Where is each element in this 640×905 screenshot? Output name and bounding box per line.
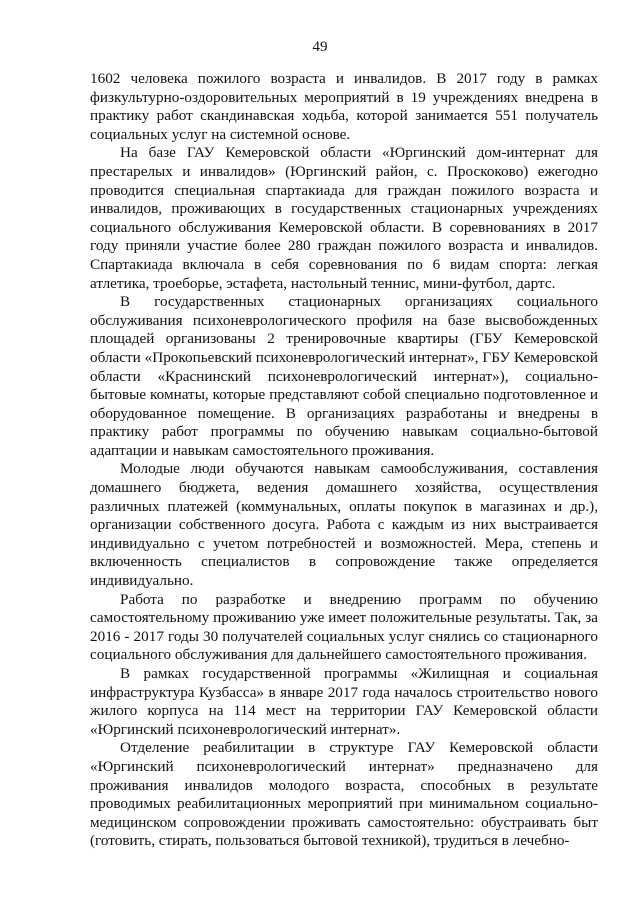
paragraph-training-apartments: В государственных стационарных организациях социального обслуживания психоневрологического профиля на базе высвобожденных площадей организованы 2 тренировочные квартиры (ГБУ Кемеровской области «Прокопьевский психоневрологический интернат», ГБУ Кемеровской области «Краснинский психоневрологический интернат»), социально-бытовые комнаты, которые представляют собой специально подготовленное и оборудованное помещение. В организациях разработаны и внедрены в практику работ программы по обучению навыкам социально-бытовой адаптации и навыкам самостоятельного проживания. xyxy=(90,293,598,459)
body-text xyxy=(90,70,598,851)
paragraph-continuation: 1602 человека пожилого возраста и инвалидов. В 2017 году в рамках физкультурно-оздоровительных мероприятий в 19 учреждениях внедрена в практику работ скандинавская ходьба, которой занимается 551 получатель социальных услуг на системной основе. xyxy=(90,70,598,143)
page-number: 49 xyxy=(312,39,328,55)
paragraph-spartakiada: На базе ГАУ Кемеровской области «Юргинский дом-интернат для престарелых и инвалидов» (Юргинский район, с. Проскоково) ежегодно проводится специальная спартакиада для граждан пожилого возраста и инвалидов, проживающих в государственных стационарных учреждениях социального обслуживания Кемеровской области. В соревнованиях в 2017 году приняли участие более 280 граждан пожилого возраста и инвалидов. Спартакиада включала в себя соревнования по 6 видам спорта: легкая атлетика, троеборье, эстафета, настольный теннис, мини-футбол, дартс. xyxy=(90,144,598,292)
paragraph-housing-construction: В рамках государственной программы «Жилищная и социальная инфраструктура Кузбасса» в январе 2017 года началось строительство нового жилого корпуса на 114 мест на территории ГАУ Кемеровской области «Юргинский психоневрологический интернат». xyxy=(90,665,598,738)
paragraph-young-people-skills: Молодые люди обучаются навыкам самообслуживания, составления домашнего бюджета, ведения домашнего хозяйства, осуществления различных платежей (коммунальных, оплаты покупок в магазинах и др.), организации собственного досуга. Работа с каждым из них выстраивается индивидуально с учетом потребностей и возможностей. Мера, степень и включенность специалистов в сопровождение также определяется индивидуально. xyxy=(90,460,598,590)
paragraph-rehabilitation-department: Отделение реабилитации в структуре ГАУ Кемеровской области «Юргинский психоневрологический интернат» предназначено для проживания инвалидов молодого возраста, способных в результате проводимых реабилитационных мероприятий при минимальном социально-медицинском сопровождении проживать самостоятельно: обустраивать быт (готовить, стирать, пользоваться бытовой техникой), трудиться в лечебно- xyxy=(90,739,598,850)
paragraph-program-results: Работа по разработке и внедрению программ по обучению самостоятельному проживанию уже имеет положительные результаты. Так, за 2016 - 2017 годы 30 получателей социальных услуг снялись со стационарного социального обслуживания для дальнейшего самостоятельного проживания. xyxy=(90,590,598,664)
